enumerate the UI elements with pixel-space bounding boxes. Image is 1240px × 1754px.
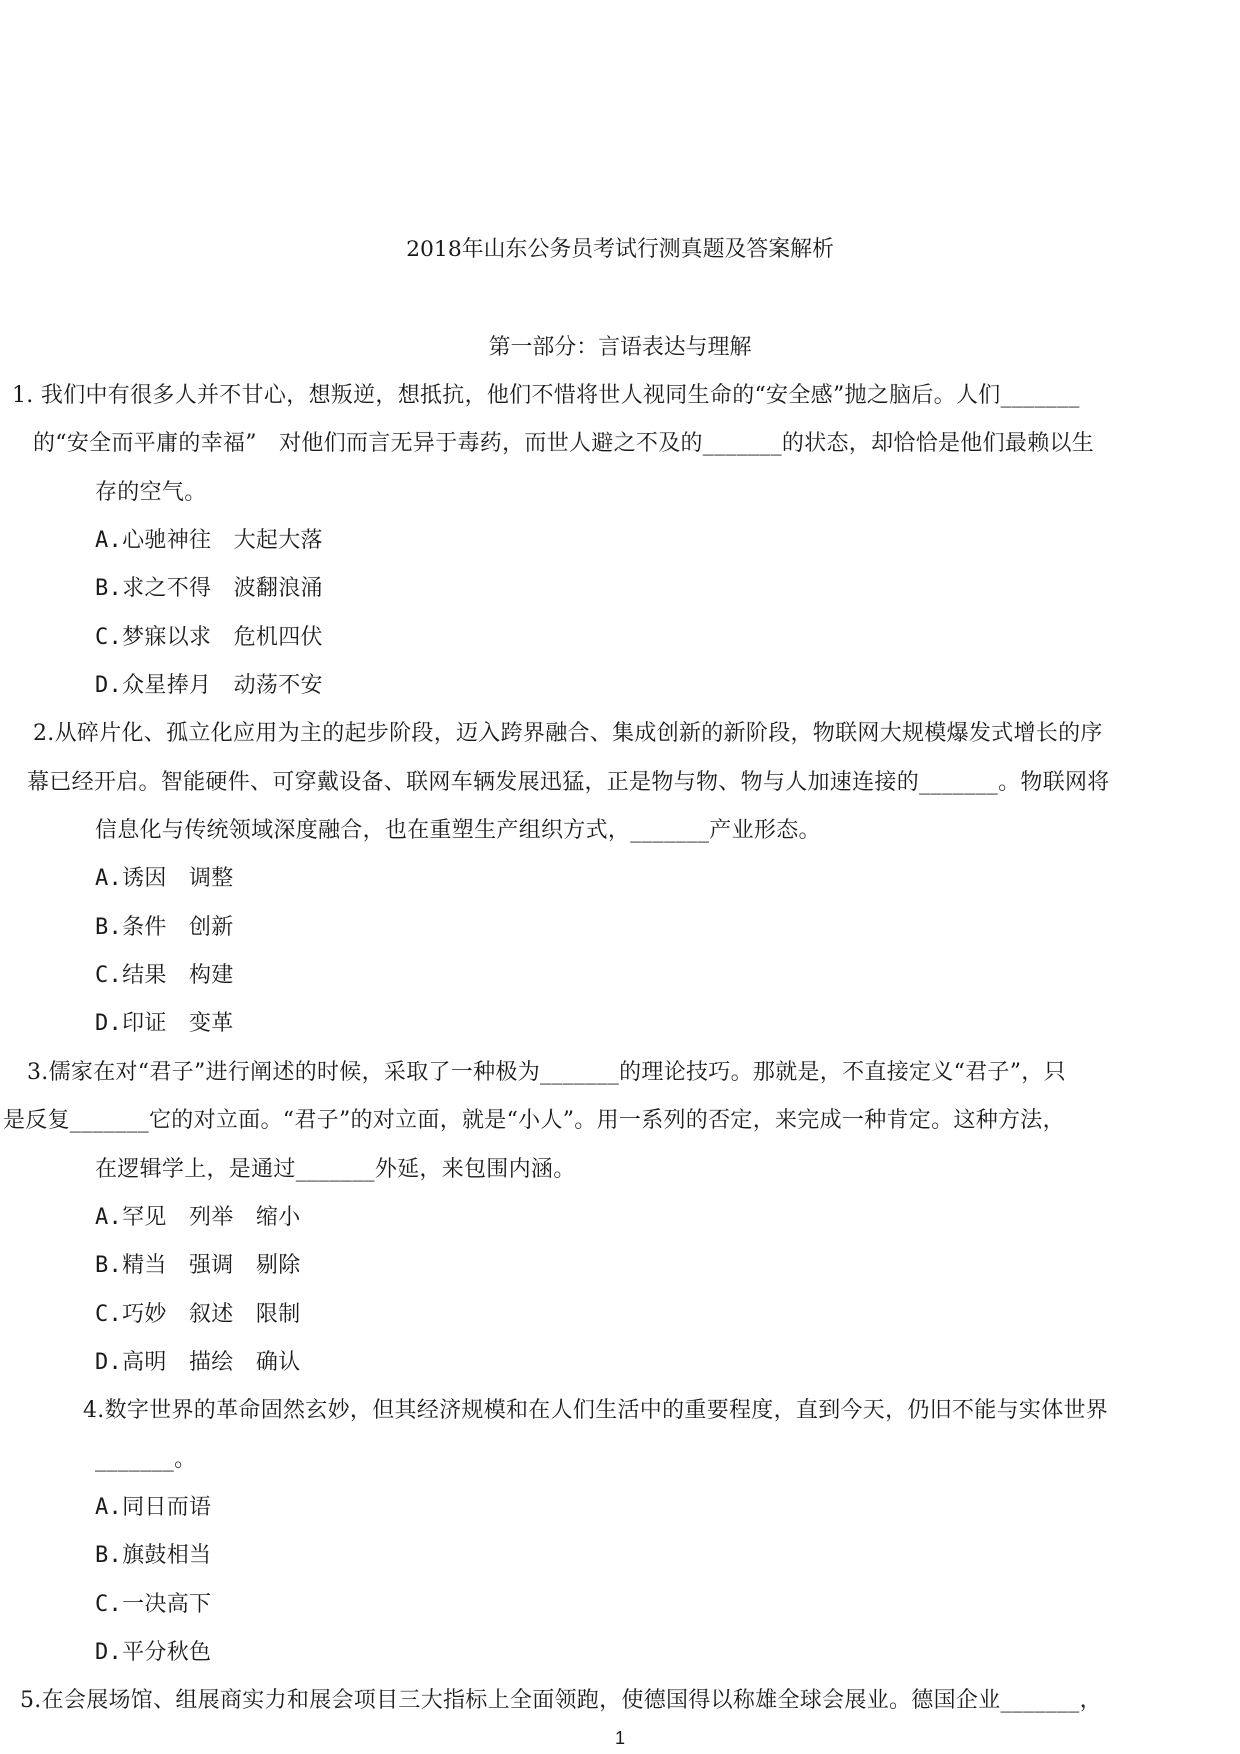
question-number: 1. <box>12 383 34 408</box>
option-letter: C. <box>95 1302 123 1327</box>
question-2-option-b <box>95 913 234 943</box>
option-letter: D. <box>95 673 123 698</box>
option-text: 一决高下 <box>122 1592 212 1617</box>
option-letter: A. <box>95 1205 123 1230</box>
option-text: 梦寐以求 危机四伏 <box>122 625 323 650</box>
question-3-option-b <box>95 1251 301 1281</box>
question-number: 5. <box>20 1688 42 1713</box>
option-letter: B. <box>95 1253 123 1278</box>
question-text: 儒家在对“君子”进行阐述的时候，采取了一种极为_______的理论技巧。那就是，不直接定义“君子”，只 <box>48 1060 1066 1085</box>
option-letter: A. <box>95 866 123 891</box>
question-number: 2. <box>33 721 55 746</box>
question-2-option-d <box>95 1009 234 1039</box>
page-number: 1 <box>614 1728 625 1748</box>
option-letter: D. <box>95 1640 123 1665</box>
section-heading: 第一部分：言语表达与理解 <box>488 335 752 360</box>
option-letter: D. <box>95 1011 123 1036</box>
option-text: 高明 描绘 确认 <box>122 1350 301 1375</box>
option-letter: C. <box>95 625 123 650</box>
option-text: 诱因 调整 <box>122 866 234 891</box>
option-text: 精当 强调 剔除 <box>122 1253 301 1278</box>
question-2-line-3: 信息化与传统领域深度融合，也在重塑生产组织方式，_______产业形态。 <box>95 818 821 843</box>
option-text: 结果 构建 <box>122 963 234 988</box>
question-1-line-3: 存的空气。 <box>95 480 207 505</box>
question-5-line-1 <box>20 1686 1102 1716</box>
question-4-option-d <box>95 1638 211 1668</box>
question-text: 我们中有很多人并不甘心，想叛逆，想抵抗，他们不惜将世人视同生命的“安全感”抛之脑后。人们_______ <box>40 383 1080 408</box>
question-number: 3. <box>27 1060 49 1085</box>
option-letter: C. <box>95 963 123 988</box>
question-3-option-a <box>95 1203 301 1233</box>
question-text: 从碎片化、孤立化应用为主的起步阶段，迈入跨界融合、集成创新的新阶段，物联网大规模爆发式增长的序 <box>54 721 1103 746</box>
question-2-option-a <box>95 864 234 894</box>
document-title: 2018年山东公务员考试行测真题及答案解析 <box>406 237 834 262</box>
option-letter: A. <box>95 1495 123 1520</box>
option-text: 同日而语 <box>122 1495 212 1520</box>
question-4-option-b <box>95 1541 211 1571</box>
question-number: 4. <box>83 1398 105 1423</box>
option-text: 众星捧月 动荡不安 <box>122 673 323 698</box>
option-text: 旗鼓相当 <box>122 1543 212 1568</box>
question-3-option-c <box>95 1300 301 1330</box>
question-3-line-3: 在逻辑学上，是通过_______外延，来包围内涵。 <box>95 1157 576 1182</box>
question-text: 数字世界的革命固然玄妙，但其经济规模和在人们生活中的重要程度，直到今天，仍旧不能与实体世界 <box>104 1398 1109 1423</box>
question-1-line-1 <box>12 381 1080 411</box>
question-1-option-c <box>95 623 323 653</box>
question-2-option-c <box>95 961 234 991</box>
question-4-line-1 <box>83 1396 1108 1426</box>
option-text: 心驰神往 大起大落 <box>122 528 323 553</box>
question-2-line-1 <box>33 719 1103 749</box>
option-text: 平分秋色 <box>122 1640 212 1665</box>
question-3-option-d <box>95 1348 301 1378</box>
option-text: 条件 创新 <box>122 915 234 940</box>
question-4-line-2: _______。 <box>95 1447 197 1472</box>
option-letter: C. <box>95 1592 123 1617</box>
option-letter: B. <box>95 576 123 601</box>
question-1-option-a <box>95 526 323 556</box>
option-letter: A. <box>95 528 123 553</box>
option-letter: D. <box>95 1350 123 1375</box>
question-1-option-b <box>95 574 323 604</box>
question-3-line-1 <box>27 1058 1066 1088</box>
option-text: 巧妙 叙述 限制 <box>122 1302 301 1327</box>
question-1-line-2: 的“安全而平庸的幸福” 对他们而言无异于毒药，而世人避之不及的_______的状态，却恰恰是他们最赖以生 <box>33 431 1095 456</box>
option-text: 印证 变革 <box>122 1011 234 1036</box>
question-text: 在会展场馆、组展商实力和展会项目三大指标上全面领跑，使德国得以称雄全球会展业。德国企业_______， <box>41 1688 1102 1713</box>
option-text: 求之不得 波翻浪涌 <box>122 576 323 601</box>
question-4-option-a <box>95 1493 211 1523</box>
option-text: 罕见 列举 缩小 <box>122 1205 301 1230</box>
question-2-line-2: 幕已经开启。智能硬件、可穿戴设备、联网车辆发展迅猛，正是物与物、物与人加速连接的_______。物联网将 <box>27 770 1110 795</box>
question-3-line-2: 是反复_______它的对立面。“君子”的对立面，就是“小人”。用一系列的否定，来完成一种肯定。这种方法， <box>3 1108 1065 1133</box>
question-4-option-c <box>95 1590 211 1620</box>
question-1-option-d <box>95 671 323 701</box>
option-letter: B. <box>95 1543 123 1568</box>
option-letter: B. <box>95 915 123 940</box>
